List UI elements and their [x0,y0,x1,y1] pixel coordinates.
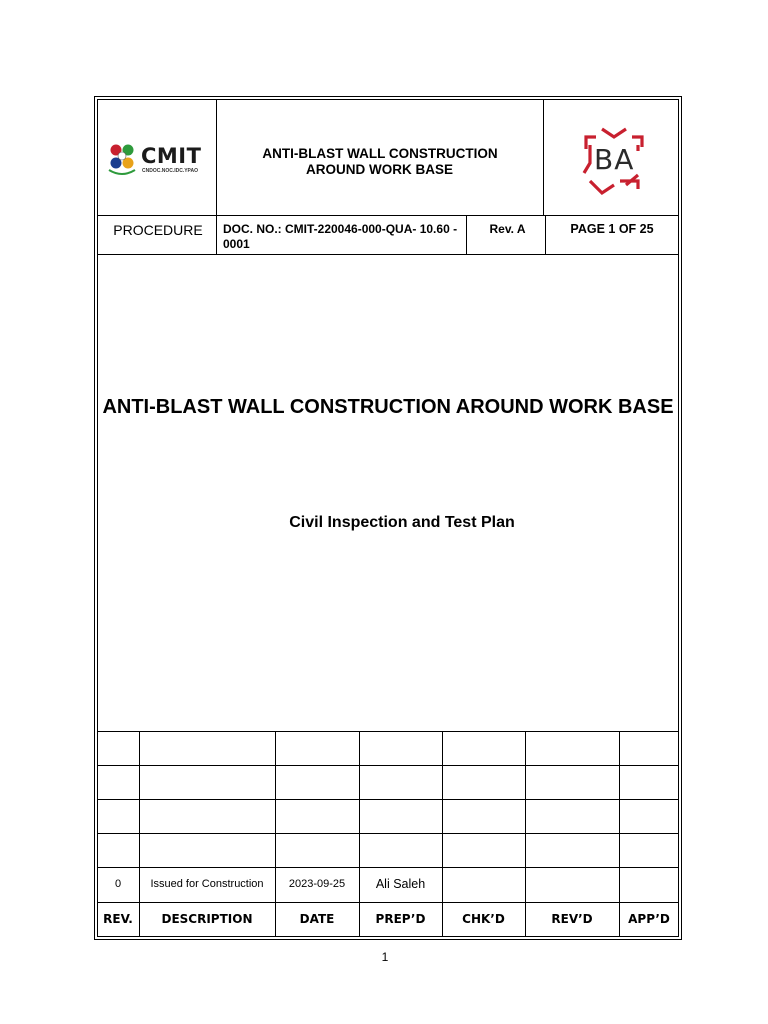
table-header-prepd: PREP’D [375,912,426,926]
table-header-appd: APP’D [628,912,670,926]
table-line [97,731,679,732]
table-line [442,731,443,937]
table-line [97,867,679,868]
table-line [97,799,679,800]
procedure-label: PROCEDURE [113,222,203,238]
table-line [139,731,140,937]
cmit-logo [108,138,208,178]
header-divider [543,99,544,216]
table-header-revd: REV’D [551,912,593,926]
document-number: DOC. NO.: CMIT-220046-000-QUA- 10.60 - 0001 [223,222,458,251]
header-divider [97,254,679,255]
document-title: ANTI-BLAST WALL CONSTRUCTION AROUND WORK BASE [102,396,674,418]
cmit-logo-subtext: CNDOC.NOC.IDC.YPAO [142,168,199,174]
table-cell-rev: 0 [114,878,122,890]
page-number: 1 [381,950,389,964]
table-header-rev: REV. [103,912,133,926]
header-title-line2: AROUND WORK BASE [306,162,453,177]
header-title-line1: ANTI-BLAST WALL CONSTRUCTION [262,146,498,161]
ba-logo-text: BA [594,143,635,176]
header-divider [466,215,467,254]
header-divider [216,99,217,254]
table-cell-prepd: Ali Saleh [375,877,426,891]
cmit-logo-text: CMIT [141,144,202,168]
table-line [97,765,679,766]
header-title [220,146,540,178]
table-line [619,731,620,937]
document-subtitle: Civil Inspection and Test Plan [289,514,515,531]
table-header-date: DATE [299,912,335,926]
table-header-description: DESCRIPTION [161,912,253,926]
table-line [275,731,276,937]
table-line [97,902,679,903]
table-header-chkd: CHK’D [462,912,505,926]
page-count-label: PAGE 1 OF 25 [570,222,654,236]
table-cell-description: Issued for Construction [150,878,264,890]
header-divider [97,215,679,216]
table-line [97,833,679,834]
table-line [359,731,360,937]
table-line [525,731,526,937]
table-cell-date: 2023-09-25 [288,878,346,890]
revision-label: Rev. A [489,222,526,236]
ba-logo [580,123,648,201]
